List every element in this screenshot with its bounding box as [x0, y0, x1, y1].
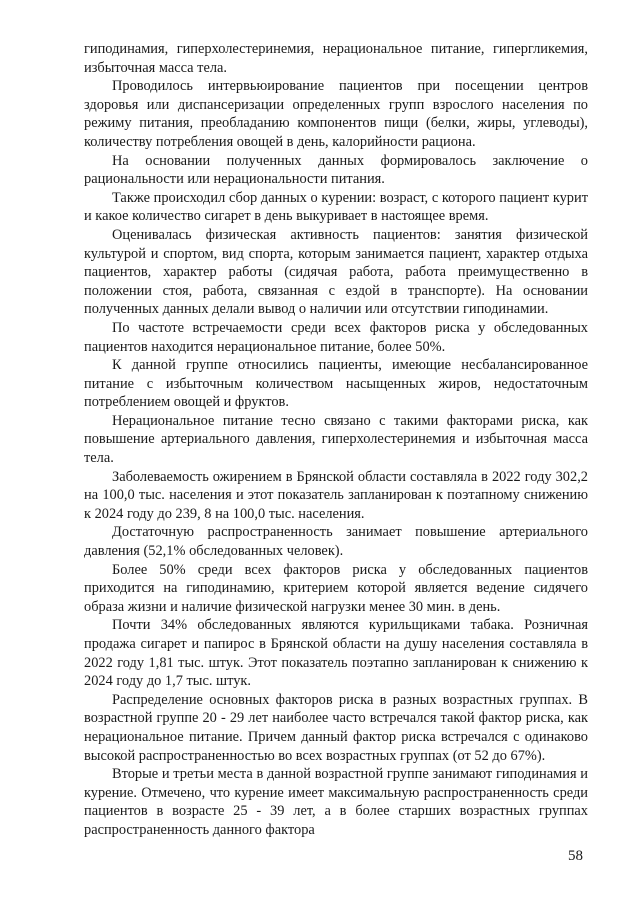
paragraph-diet-link: Нерациональное питание тесно связано с такими факторами риска, как повышение артериального давления, гиперхолестеринемия и избыточная масса тела.	[84, 412, 588, 467]
paragraph-physical-activity: Оценивалась физическая активность пациентов: занятия физической культурой и спортом, вид спорта, которым занимается пациент, характер отдыха пациентов, характер работы (сидячая работа, работа преимущественно в положении стоя, работа, связанная с ездой в транспорте). На основании полученных данных делали вывод о наличии или отсутствии гиподинамии.	[84, 226, 588, 318]
paragraph-blood-pressure: Достаточную распространенность занимает повышение артериального давления (52,1% обследованных человек).	[84, 524, 588, 560]
paragraph-second-third-places: Вторые и третьи места в данной возрастной группе занимают гиподинамия и курение. Отмечено, что курение имеет максимальную распространенность среди пациентов в возрасте 25 - 39 лет, а в более старших возрастных группах распространенность данного фактора	[84, 766, 588, 838]
body-text	[84, 40, 588, 840]
paragraph-age-groups: Распределение основных факторов риска в разных возрастных группах. В возрастной группе 20 - 29 лет наиболее часто встречался такой фактор риска, как нерациональное питание. Причем данный фактор риска встречался с одинаково высокой распространенностью во всех возрастных группах (от 52 до 67%).	[84, 691, 588, 764]
paragraph-smoking-data: Также происходил сбор данных о курении: возраст, с которого пациент курит и какое количество сигарет в день выкуривает в настоящее время.	[84, 189, 588, 225]
paragraph-obesity: Заболеваемость ожирением в Брянской области составляла в 2022 году 302,2 на 100,0 тыс. населения и этот показатель запланирован к поэтапному снижению к 2024 году до 239, 8 на 100,0 тыс. населения.	[84, 468, 588, 522]
paragraph-risk-factors-continued: гиподинамия, гиперхолестеринемия, нерациональное питание, гипергликемия, избыточная масса тела.	[84, 41, 588, 76]
paragraph-nutrition-conclusion: На основании полученных данных формировалось заключение о рациональности или нерациональности питания.	[84, 152, 588, 188]
paragraph-tobacco: Почти 34% обследованных являются курильщиками табака. Розничная продажа сигарет и папирос в Брянской области на душу населения составляла в 2022 году 1,81 тыс. штук. Этот показатель поэтапно запланирован к снижению к 2024 году до 1,7 тыс. штук.	[84, 617, 588, 690]
paragraph-unbalanced-diet: К данной группе относились пациенты, имеющие несбалансированное питание с избыточным количеством насыщенных жиров, недостаточным потреблением овощей и фруктов.	[84, 357, 588, 411]
paragraph-hypodynamia: Более 50% среди всех факторов риска у обследованных пациентов приходится на гиподинамию, критерием которой является ведение сидячего образа жизни и наличие физической нагрузки менее 30 мин. в день.	[84, 561, 588, 615]
paragraph-frequency: По частоте встречаемости среди всех факторов риска у обследованных пациентов находится нерациональное питание, более 50%.	[84, 319, 588, 355]
page-number: 58	[568, 848, 583, 864]
paragraph-interviewing: Проводилось интервьюирование пациентов при посещении центров здоровья или диспансеризации определенных групп взрослого населения по режиму питания, преобладанию компонентов пищи (белки, жиры, углеводы), количеству потребления овощей в день, калорийности рациона.	[84, 78, 588, 150]
